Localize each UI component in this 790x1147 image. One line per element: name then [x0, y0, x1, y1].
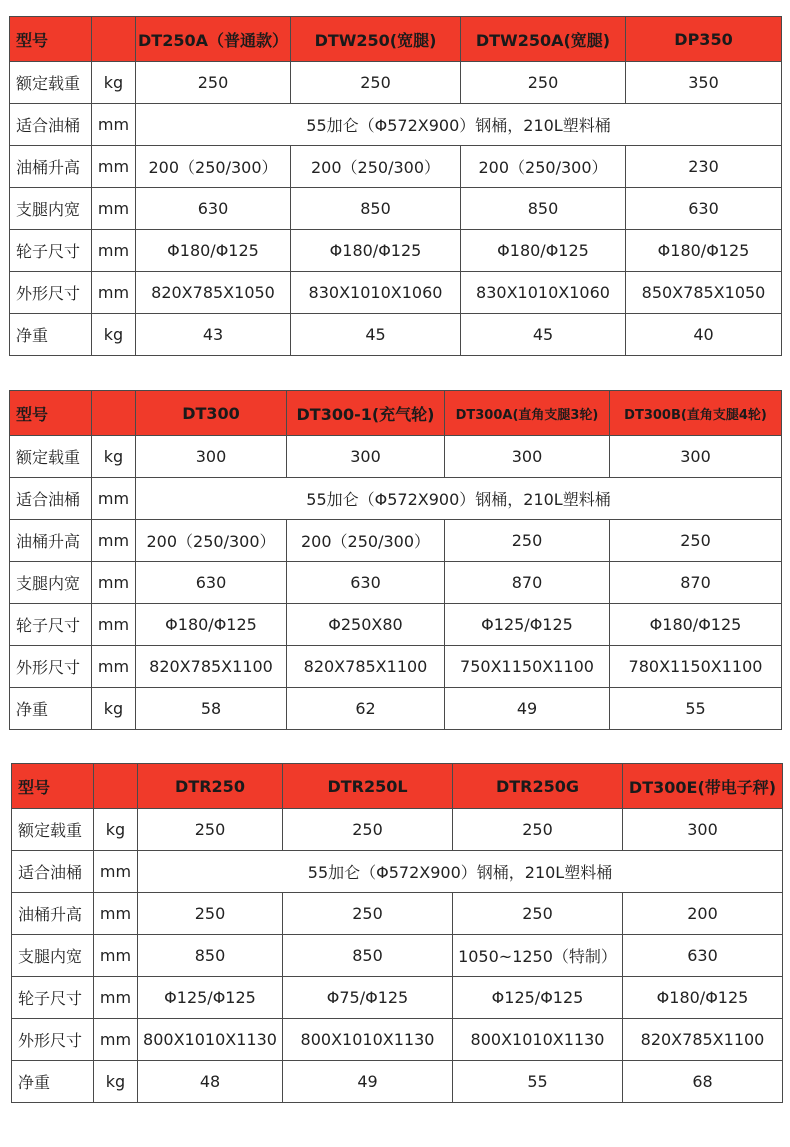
value-cell: 630: [623, 935, 783, 977]
value-cell: 300: [623, 809, 783, 851]
value-cell: Φ180/Φ125: [461, 230, 626, 272]
unit-cell: kg: [94, 1061, 138, 1103]
value-cell: 62: [287, 688, 445, 730]
value-cell: Φ180/Φ125: [626, 230, 782, 272]
value-cell: 850: [283, 935, 453, 977]
value-cell: 58: [136, 688, 287, 730]
value-cell: 250: [138, 893, 283, 935]
model-label: 型号: [10, 17, 92, 62]
value-cell: 850: [291, 188, 461, 230]
value-cell: 300: [445, 436, 610, 478]
param-label: 支腿内宽: [12, 935, 94, 977]
model-name: DTR250: [138, 764, 283, 809]
value-cell: 820X785X1050: [136, 272, 291, 314]
value-cell: Φ125/Φ125: [138, 977, 283, 1019]
table-row: [10, 62, 782, 104]
unit-cell: mm: [92, 272, 136, 314]
model-name: DT300E(带电子秤): [623, 764, 783, 809]
value-cell: 230: [626, 146, 782, 188]
value-cell: Φ180/Φ125: [136, 230, 291, 272]
value-cell: 55: [453, 1061, 623, 1103]
model-name: DTW250A(宽腿): [461, 17, 626, 62]
value-cell: 250: [283, 893, 453, 935]
table-header-row: [10, 17, 782, 62]
unit-cell: mm: [92, 478, 136, 520]
param-label: 外形尺寸: [10, 272, 92, 314]
unit-cell: mm: [94, 893, 138, 935]
value-cell: 780X1150X1100: [610, 646, 782, 688]
value-cell: 630: [287, 562, 445, 604]
value-cell: Φ180/Φ125: [136, 604, 287, 646]
param-label: 适合油桶: [10, 104, 92, 146]
value-cell: 49: [445, 688, 610, 730]
param-label: 轮子尺寸: [12, 977, 94, 1019]
value-cell: Φ125/Φ125: [453, 977, 623, 1019]
table-row: [10, 146, 782, 188]
value-cell: 830X1010X1060: [291, 272, 461, 314]
value-cell: 250: [291, 62, 461, 104]
table-row: [10, 688, 782, 730]
span-value-cell: 55加仑（Φ572X900）钢桶，210L塑料桶: [136, 104, 782, 146]
span-value-cell: 55加仑（Φ572X900）钢桶，210L塑料桶: [136, 478, 782, 520]
unit-cell: mm: [92, 104, 136, 146]
param-label: 适合油桶: [12, 851, 94, 893]
value-cell: 250: [445, 520, 610, 562]
value-cell: 200（250/300）: [136, 146, 291, 188]
value-cell: 40: [626, 314, 782, 356]
unit-cell: mm: [92, 604, 136, 646]
value-cell: 68: [623, 1061, 783, 1103]
value-cell: Φ75/Φ125: [283, 977, 453, 1019]
table-header-row: [12, 764, 783, 809]
unit-cell: mm: [92, 520, 136, 562]
value-cell: 250: [453, 893, 623, 935]
value-cell: 250: [610, 520, 782, 562]
param-label: 外形尺寸: [12, 1019, 94, 1061]
model-name: DTW250(宽腿): [291, 17, 461, 62]
value-cell: 630: [626, 188, 782, 230]
value-cell: 630: [136, 188, 291, 230]
unit-header: [92, 17, 136, 62]
table-row: [12, 1019, 783, 1061]
value-cell: 43: [136, 314, 291, 356]
table-row: [12, 851, 783, 893]
value-cell: 200（250/300）: [461, 146, 626, 188]
param-label: 油桶升高: [10, 146, 92, 188]
param-label: 轮子尺寸: [10, 230, 92, 272]
unit-cell: mm: [94, 977, 138, 1019]
unit-cell: mm: [94, 935, 138, 977]
value-cell: Φ180/Φ125: [291, 230, 461, 272]
table-row: [10, 104, 782, 146]
spec-table-2: [9, 390, 782, 730]
table-row: [10, 478, 782, 520]
table-row: [10, 646, 782, 688]
value-cell: 45: [461, 314, 626, 356]
unit-cell: mm: [94, 1019, 138, 1061]
model-name: DT250A（普通款）: [136, 17, 291, 62]
unit-header: [92, 391, 136, 436]
unit-cell: mm: [92, 646, 136, 688]
value-cell: 800X1010X1130: [283, 1019, 453, 1061]
value-cell: 820X785X1100: [136, 646, 287, 688]
value-cell: 250: [138, 809, 283, 851]
value-cell: 300: [287, 436, 445, 478]
value-cell: Φ180/Φ125: [623, 977, 783, 1019]
table-row: [12, 809, 783, 851]
unit-cell: kg: [92, 436, 136, 478]
value-cell: 820X785X1100: [287, 646, 445, 688]
span-value-cell: 55加仑（Φ572X900）钢桶，210L塑料桶: [138, 851, 783, 893]
unit-header: [94, 764, 138, 809]
table-row: [10, 272, 782, 314]
table-row: [10, 230, 782, 272]
value-cell: 870: [610, 562, 782, 604]
param-label: 净重: [10, 688, 92, 730]
table-row: [10, 314, 782, 356]
table-row: [12, 893, 783, 935]
param-label: 支腿内宽: [10, 562, 92, 604]
value-cell: 250: [461, 62, 626, 104]
param-label: 油桶升高: [10, 520, 92, 562]
value-cell: 830X1010X1060: [461, 272, 626, 314]
unit-cell: kg: [92, 62, 136, 104]
value-cell: 250: [283, 809, 453, 851]
value-cell: 55: [610, 688, 782, 730]
unit-cell: mm: [92, 146, 136, 188]
value-cell: 870: [445, 562, 610, 604]
value-cell: 250: [453, 809, 623, 851]
param-label: 外形尺寸: [10, 646, 92, 688]
unit-cell: mm: [92, 188, 136, 230]
table-row: [10, 188, 782, 230]
param-label: 支腿内宽: [10, 188, 92, 230]
value-cell: 200（250/300）: [287, 520, 445, 562]
value-cell: 820X785X1100: [623, 1019, 783, 1061]
unit-cell: mm: [92, 562, 136, 604]
param-label: 适合油桶: [10, 478, 92, 520]
value-cell: 300: [136, 436, 287, 478]
param-label: 油桶升高: [12, 893, 94, 935]
param-label: 额定载重: [10, 62, 92, 104]
model-name: DT300-1(充气轮): [287, 391, 445, 436]
table-row: [12, 1061, 783, 1103]
model-name: DT300A(直角支腿3轮): [445, 391, 610, 436]
value-cell: 250: [136, 62, 291, 104]
table-row: [12, 977, 783, 1019]
unit-cell: mm: [92, 230, 136, 272]
value-cell: 45: [291, 314, 461, 356]
spec-table-3: [11, 763, 783, 1103]
value-cell: 350: [626, 62, 782, 104]
value-cell: 850X785X1050: [626, 272, 782, 314]
table-row: [10, 604, 782, 646]
model-label: 型号: [10, 391, 92, 436]
value-cell: Φ125/Φ125: [445, 604, 610, 646]
value-cell: 850: [461, 188, 626, 230]
param-label: 净重: [10, 314, 92, 356]
value-cell: Φ250X80: [287, 604, 445, 646]
model-name: DT300B(直角支腿4轮): [610, 391, 782, 436]
model-name: DTR250L: [283, 764, 453, 809]
table-row: [12, 935, 783, 977]
value-cell: 1050~1250（特制）: [453, 935, 623, 977]
value-cell: 300: [610, 436, 782, 478]
value-cell: 850: [138, 935, 283, 977]
spec-table-1: [9, 16, 782, 356]
param-label: 额定载重: [12, 809, 94, 851]
model-name: DTR250G: [453, 764, 623, 809]
value-cell: Φ180/Φ125: [610, 604, 782, 646]
model-name: DT300: [136, 391, 287, 436]
param-label: 额定载重: [10, 436, 92, 478]
value-cell: 200（250/300）: [136, 520, 287, 562]
unit-cell: kg: [92, 688, 136, 730]
value-cell: 200: [623, 893, 783, 935]
value-cell: 800X1010X1130: [138, 1019, 283, 1061]
param-label: 轮子尺寸: [10, 604, 92, 646]
model-label: 型号: [12, 764, 94, 809]
value-cell: 49: [283, 1061, 453, 1103]
value-cell: 48: [138, 1061, 283, 1103]
unit-cell: mm: [94, 851, 138, 893]
table-row: [10, 562, 782, 604]
value-cell: 200（250/300）: [291, 146, 461, 188]
value-cell: 630: [136, 562, 287, 604]
table-row: [10, 520, 782, 562]
unit-cell: kg: [92, 314, 136, 356]
value-cell: 800X1010X1130: [453, 1019, 623, 1061]
param-label: 净重: [12, 1061, 94, 1103]
table-row: [10, 436, 782, 478]
model-name: DP350: [626, 17, 782, 62]
table-header-row: [10, 391, 782, 436]
unit-cell: kg: [94, 809, 138, 851]
value-cell: 750X1150X1100: [445, 646, 610, 688]
